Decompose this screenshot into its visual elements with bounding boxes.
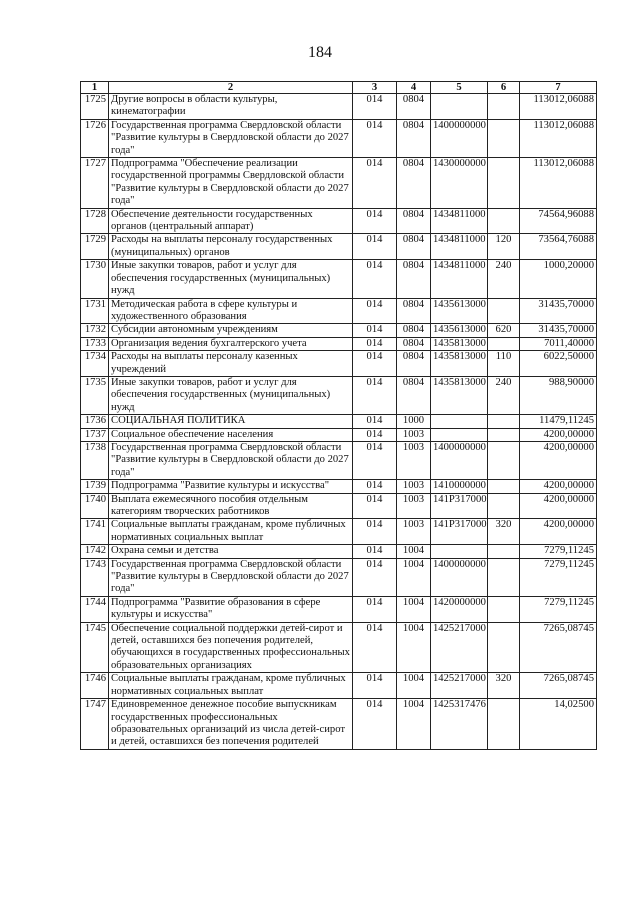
amount-cell: 7279,11245: [520, 558, 597, 596]
ministry-code-cell: 014: [353, 428, 397, 441]
row-number-cell: 1747: [81, 699, 109, 750]
row-number-cell: 1740: [81, 493, 109, 519]
amount-cell: 73564,76088: [520, 234, 597, 260]
expense-type-cell: [488, 415, 520, 428]
ministry-code-cell: 014: [353, 596, 397, 622]
expense-type-cell: [488, 441, 520, 479]
amount-cell: 74564,96088: [520, 208, 597, 234]
row-number-cell: 1745: [81, 622, 109, 673]
section-code-cell: 0804: [397, 376, 431, 414]
amount-cell: 6022,50000: [520, 351, 597, 377]
section-code-cell: 1004: [397, 673, 431, 699]
amount-cell: 4200,00000: [520, 428, 597, 441]
target-article-cell: [431, 415, 488, 428]
item-name-cell: Социальное обеспечение населения: [109, 428, 353, 441]
section-code-cell: 1003: [397, 428, 431, 441]
row-number-cell: 1728: [81, 208, 109, 234]
ministry-code-cell: 014: [353, 545, 397, 558]
item-name-cell: Социальные выплаты гражданам, кроме публичных нормативных социальных выплат: [109, 519, 353, 545]
amount-cell: 988,90000: [520, 376, 597, 414]
table-row: [81, 376, 597, 414]
row-number-cell: 1739: [81, 480, 109, 493]
target-article-cell: 1434811000: [431, 208, 488, 234]
target-article-cell: 1400000000: [431, 558, 488, 596]
amount-cell: 31435,70000: [520, 298, 597, 324]
table-row: [81, 119, 597, 157]
ministry-code-cell: 014: [353, 519, 397, 545]
ministry-code-cell: 014: [353, 234, 397, 260]
table-row: [81, 441, 597, 479]
expense-type-cell: [488, 493, 520, 519]
item-name-cell: Методическая работа в сфере культуры и художественного образования: [109, 298, 353, 324]
expense-type-cell: 110: [488, 351, 520, 377]
section-code-cell: 1004: [397, 545, 431, 558]
table-row: [81, 337, 597, 350]
amount-cell: 4200,00000: [520, 519, 597, 545]
section-code-cell: 0804: [397, 94, 431, 120]
item-name-cell: Социальные выплаты гражданам, кроме публичных нормативных социальных выплат: [109, 673, 353, 699]
section-code-cell: 1003: [397, 519, 431, 545]
target-article-cell: 1435613000: [431, 298, 488, 324]
amount-cell: 113012,06088: [520, 158, 597, 209]
row-number-cell: 1736: [81, 415, 109, 428]
amount-cell: 31435,70000: [520, 324, 597, 337]
table-row: [81, 208, 597, 234]
expense-type-cell: [488, 622, 520, 673]
ministry-code-cell: 014: [353, 208, 397, 234]
header-cell: 3: [353, 82, 397, 94]
item-name-cell: Другие вопросы в области культуры, кинематографии: [109, 94, 353, 120]
target-article-cell: 1434811000: [431, 260, 488, 298]
ministry-code-cell: 014: [353, 119, 397, 157]
target-article-cell: 1435813000: [431, 351, 488, 377]
ministry-code-cell: 014: [353, 699, 397, 750]
item-name-cell: Иные закупки товаров, работ и услуг для обеспечения государственных (муниципальных) нужд: [109, 260, 353, 298]
amount-cell: 4200,00000: [520, 493, 597, 519]
expense-type-cell: [488, 545, 520, 558]
target-article-cell: 1435613000: [431, 324, 488, 337]
row-number-cell: 1732: [81, 324, 109, 337]
table-row: [81, 480, 597, 493]
row-number-cell: 1731: [81, 298, 109, 324]
amount-cell: 7011,40000: [520, 337, 597, 350]
table-row: [81, 428, 597, 441]
budget-table: [80, 81, 597, 750]
section-code-cell: 1004: [397, 699, 431, 750]
target-article-cell: [431, 428, 488, 441]
target-article-cell: [431, 94, 488, 120]
expense-type-cell: 620: [488, 324, 520, 337]
expense-type-cell: 120: [488, 234, 520, 260]
header-cell: 5: [431, 82, 488, 94]
target-article-cell: 1425217000: [431, 673, 488, 699]
target-article-cell: 1435813000: [431, 376, 488, 414]
section-code-cell: 0804: [397, 260, 431, 298]
expense-type-cell: 240: [488, 260, 520, 298]
header-cell: 2: [109, 82, 353, 94]
amount-cell: 11479,11245: [520, 415, 597, 428]
section-code-cell: 0804: [397, 119, 431, 157]
target-article-cell: 1400000000: [431, 441, 488, 479]
ministry-code-cell: 014: [353, 324, 397, 337]
table-row: [81, 519, 597, 545]
header-cell: 7: [520, 82, 597, 94]
target-article-cell: 1410000000: [431, 480, 488, 493]
ministry-code-cell: 014: [353, 260, 397, 298]
ministry-code-cell: 014: [353, 480, 397, 493]
target-article-cell: [431, 545, 488, 558]
section-code-cell: 1004: [397, 596, 431, 622]
section-code-cell: 1003: [397, 441, 431, 479]
amount-cell: 113012,06088: [520, 94, 597, 120]
row-number-cell: 1746: [81, 673, 109, 699]
expense-type-cell: [488, 208, 520, 234]
table-row: [81, 158, 597, 209]
table-row: [81, 493, 597, 519]
expense-type-cell: [488, 158, 520, 209]
expense-type-cell: [488, 94, 520, 120]
ministry-code-cell: 014: [353, 673, 397, 699]
item-name-cell: Обеспечение деятельности государственных органов (центральный аппарат): [109, 208, 353, 234]
item-name-cell: Субсидии автономным учреждениям: [109, 324, 353, 337]
item-name-cell: Государственная программа Свердловской области "Развитие культуры в Свердловской области до 2027 года": [109, 558, 353, 596]
section-code-cell: 0804: [397, 298, 431, 324]
ministry-code-cell: 014: [353, 158, 397, 209]
expense-type-cell: [488, 337, 520, 350]
item-name-cell: Обеспечение социальной поддержки детей-сирот и детей, оставшихся без попечения родителей, обучающихся в государственных профессиональных образовательных организациях: [109, 622, 353, 673]
target-article-cell: 1435813000: [431, 337, 488, 350]
expense-type-cell: [488, 119, 520, 157]
item-name-cell: Иные закупки товаров, работ и услуг для обеспечения государственных (муниципальных) нужд: [109, 376, 353, 414]
amount-cell: 7279,11245: [520, 596, 597, 622]
ministry-code-cell: 014: [353, 94, 397, 120]
expense-type-cell: [488, 298, 520, 324]
item-name-cell: Расходы на выплаты персоналу казенных учреждений: [109, 351, 353, 377]
item-name-cell: Выплата ежемесячного пособия отдельным категориям творческих работников: [109, 493, 353, 519]
expense-type-cell: [488, 596, 520, 622]
section-code-cell: 0804: [397, 324, 431, 337]
row-number-cell: 1737: [81, 428, 109, 441]
amount-cell: 7265,08745: [520, 622, 597, 673]
header-cell: 6: [488, 82, 520, 94]
table-row: [81, 324, 597, 337]
expense-type-cell: [488, 428, 520, 441]
target-article-cell: 1425317476: [431, 699, 488, 750]
item-name-cell: Расходы на выплаты персоналу государственных (муниципальных) органов: [109, 234, 353, 260]
table-row: [81, 94, 597, 120]
target-article-cell: 1425217000: [431, 622, 488, 673]
target-article-cell: 141P317000: [431, 519, 488, 545]
row-number-cell: 1729: [81, 234, 109, 260]
row-number-cell: 1727: [81, 158, 109, 209]
row-number-cell: 1738: [81, 441, 109, 479]
target-article-cell: 1400000000: [431, 119, 488, 157]
item-name-cell: Охрана семьи и детства: [109, 545, 353, 558]
target-article-cell: 1434811000: [431, 234, 488, 260]
amount-cell: 4200,00000: [520, 480, 597, 493]
table-row: [81, 558, 597, 596]
section-code-cell: 0804: [397, 337, 431, 350]
row-number-cell: 1742: [81, 545, 109, 558]
table-header-row: [81, 82, 597, 94]
section-code-cell: 0804: [397, 351, 431, 377]
table-row: [81, 234, 597, 260]
row-number-cell: 1734: [81, 351, 109, 377]
amount-cell: 7265,08745: [520, 673, 597, 699]
ministry-code-cell: 014: [353, 376, 397, 414]
row-number-cell: 1730: [81, 260, 109, 298]
row-number-cell: 1735: [81, 376, 109, 414]
expense-type-cell: 320: [488, 673, 520, 699]
amount-cell: 4200,00000: [520, 441, 597, 479]
item-name-cell: Подпрограмма "Развитие образования в сфере культуры и искусства": [109, 596, 353, 622]
item-name-cell: Подпрограмма "Обеспечение реализации государственной программы Свердловской области "Развитие культуры в Свердловской области до 2027 года": [109, 158, 353, 209]
item-name-cell: Государственная программа Свердловской области "Развитие культуры в Свердловской области до 2027 года": [109, 119, 353, 157]
section-code-cell: 1004: [397, 558, 431, 596]
amount-cell: 113012,06088: [520, 119, 597, 157]
expense-type-cell: 320: [488, 519, 520, 545]
row-number-cell: 1725: [81, 94, 109, 120]
table-row: [81, 596, 597, 622]
expense-type-cell: 240: [488, 376, 520, 414]
target-article-cell: 1420000000: [431, 596, 488, 622]
table-row: [81, 260, 597, 298]
item-name-cell: Государственная программа Свердловской области "Развитие культуры в Свердловской области до 2027 года": [109, 441, 353, 479]
row-number-cell: 1741: [81, 519, 109, 545]
item-name-cell: Подпрограмма "Развитие культуры и искусства": [109, 480, 353, 493]
page-number: 184: [308, 44, 332, 61]
table-row: [81, 545, 597, 558]
table-row: [81, 699, 597, 750]
row-number-cell: 1726: [81, 119, 109, 157]
ministry-code-cell: 014: [353, 622, 397, 673]
section-code-cell: 1000: [397, 415, 431, 428]
item-name-cell: Организация ведения бухгалтерского учета: [109, 337, 353, 350]
section-code-cell: 1003: [397, 493, 431, 519]
section-code-cell: 0804: [397, 234, 431, 260]
ministry-code-cell: 014: [353, 493, 397, 519]
ministry-code-cell: 014: [353, 558, 397, 596]
target-article-cell: 1430000000: [431, 158, 488, 209]
target-article-cell: 141P317000: [431, 493, 488, 519]
row-number-cell: 1744: [81, 596, 109, 622]
header-cell: 4: [397, 82, 431, 94]
amount-cell: 1000,20000: [520, 260, 597, 298]
table-row: [81, 622, 597, 673]
expense-type-cell: [488, 480, 520, 493]
item-name-cell: Единовременное денежное пособие выпускникам государственных профессиональных образовательных организаций из числа детей-сирот и детей, оставшихся без попечения родителей: [109, 699, 353, 750]
table-row: [81, 673, 597, 699]
ministry-code-cell: 014: [353, 337, 397, 350]
section-code-cell: 0804: [397, 208, 431, 234]
amount-cell: 14,02500: [520, 699, 597, 750]
ministry-code-cell: 014: [353, 441, 397, 479]
amount-cell: 7279,11245: [520, 545, 597, 558]
section-code-cell: 1003: [397, 480, 431, 493]
ministry-code-cell: 014: [353, 298, 397, 324]
item-name-cell: СОЦИАЛЬНАЯ ПОЛИТИКА: [109, 415, 353, 428]
row-number-cell: 1743: [81, 558, 109, 596]
table-row: [81, 415, 597, 428]
section-code-cell: 1004: [397, 622, 431, 673]
row-number-cell: 1733: [81, 337, 109, 350]
expense-type-cell: [488, 558, 520, 596]
table-row: [81, 298, 597, 324]
table-row: [81, 351, 597, 377]
section-code-cell: 0804: [397, 158, 431, 209]
ministry-code-cell: 014: [353, 351, 397, 377]
expense-type-cell: [488, 699, 520, 750]
ministry-code-cell: 014: [353, 415, 397, 428]
header-cell: 1: [81, 82, 109, 94]
